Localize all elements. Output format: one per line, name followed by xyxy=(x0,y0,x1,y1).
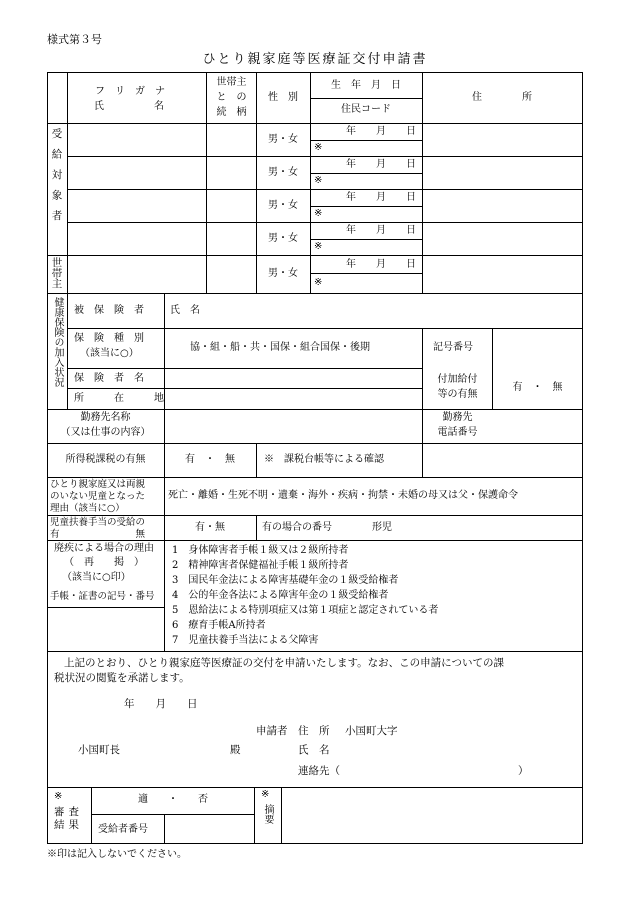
gender-option-row1: 男・女 xyxy=(268,134,298,145)
birthdate-row3: 年 月 日 xyxy=(346,192,416,203)
disability-item-1: 1 身体障害者手帳１級又は２級所持者 xyxy=(172,545,349,556)
name-header: 氏 名 xyxy=(94,101,164,112)
mark-row1: ※ xyxy=(314,142,323,153)
insured-name-label: 氏 名 xyxy=(170,305,200,316)
child-allowance-number-label: 有の場合の番号 xyxy=(262,522,332,533)
insurance-type-note: （該当に○） xyxy=(80,348,139,359)
disability-label: 廃疾による場合の理由 xyxy=(54,543,154,554)
recipients-side-label: 受給対象者 xyxy=(50,128,63,231)
contact-close: ） xyxy=(518,765,529,777)
birthdate-row4: 年 月 日 xyxy=(346,225,416,236)
disability-item-5: 5 恩給法による特別項症又は第１項症と認定されている者 xyxy=(172,605,439,616)
gender-option-row2: 男・女 xyxy=(268,167,298,178)
applicant-label: 申請者 xyxy=(256,725,288,737)
workplace-label: 勤務先名称 xyxy=(80,412,131,423)
child-allowance-suffix: 形児 xyxy=(372,522,392,533)
symbol-number-label: 記号番号 xyxy=(433,342,473,353)
birthdate-header: 生 年 月 日 xyxy=(331,80,401,91)
approval-options: 適 ・ 否 xyxy=(138,794,208,805)
disability-note: 手帳・証書の記号・番号 xyxy=(50,591,155,602)
tax-confirm-note: ※ 課税台帳等による確認 xyxy=(264,454,384,465)
birthdate-householder: 年 月 日 xyxy=(346,259,416,270)
mark-householder: ※ xyxy=(314,277,323,288)
work-phone-label-2: 電話番号 xyxy=(437,427,478,438)
work-phone-label-1: 勤務先 xyxy=(442,412,473,423)
address-header: 住 所 xyxy=(472,92,532,103)
dono-label: 殿 xyxy=(230,744,241,756)
disability-item-6: 6 療育手帳A所持者 xyxy=(172,620,266,631)
reason-label-1: ひとり親家庭又は両親 xyxy=(50,479,146,490)
gender-option-householder: 男・女 xyxy=(268,268,298,279)
tax-options: 有 ・ 無 xyxy=(185,454,235,465)
footer-note: ※印は記入しないでください。 xyxy=(47,849,187,860)
applicant-address-value: 小国町大字 xyxy=(345,725,398,737)
mayor-label: 小国町長 xyxy=(78,744,120,756)
recipient-number-label: 受給者番号 xyxy=(98,824,148,835)
form-title: ひとり親家庭等医療証交付申請書 xyxy=(202,52,428,67)
mark-row3: ※ xyxy=(314,208,323,219)
reason-label-3: 理由（該当に○） xyxy=(50,503,125,514)
disability-item-7: 7 児童扶養手当法による父障害 xyxy=(172,635,319,646)
applicant-name-label: 氏 名 xyxy=(298,744,330,756)
contact-label: 連絡先（ xyxy=(298,765,340,777)
disability-label-3: （該当に○印） xyxy=(62,572,131,583)
furigana-header: フ リ ガ ナ xyxy=(95,86,165,97)
review-mark: ※ xyxy=(54,791,63,802)
mark-row4: ※ xyxy=(314,241,323,252)
householder-side-label: 世帯主 xyxy=(50,257,63,289)
review-label: 審査結果 xyxy=(54,806,83,831)
birthdate-row1: 年 月 日 xyxy=(346,126,416,137)
applicant-address-label: 住 所 xyxy=(298,725,330,737)
remarks-label: 摘要 xyxy=(262,804,273,824)
insurance-type-label: 保 険 種 別 xyxy=(74,333,144,344)
remarks-mark: ※ xyxy=(261,789,270,800)
insurance-type-options: 協・組・船・共・国保・組合国保・後期 xyxy=(190,342,370,353)
insurer-name-label: 保 険 者 名 xyxy=(74,373,144,384)
resident-code-header: 住民コード xyxy=(341,104,391,115)
additional-benefit-options: 有 ・ 無 xyxy=(512,382,563,393)
disability-item-3: 3 国民年金法による障害基礎年金の１級受給権者 xyxy=(172,575,399,586)
gender-option-row3: 男・女 xyxy=(268,200,298,211)
additional-benefit-label-1: 付加給付 xyxy=(437,374,478,385)
disability-item-4: 4 公的年金各法による障害年金の１級受給権者 xyxy=(172,590,389,601)
relation-header-2: と の xyxy=(216,92,247,103)
workplace-note: （又は仕事の内容） xyxy=(60,427,151,438)
statement-line-2: 税状況の閲覧を承諾します。 xyxy=(54,672,190,684)
gender-header: 性 別 xyxy=(268,92,298,103)
insured-person-label: 被 保 険 者 xyxy=(74,305,144,316)
relation-header-3: 続 柄 xyxy=(216,107,247,118)
insurer-address-label: 所 在 地 xyxy=(74,393,164,404)
birthdate-row2: 年 月 日 xyxy=(346,159,416,170)
reason-label-2: のいない児童となった xyxy=(50,491,146,502)
insurance-side-label: 健康保険の加入状況 xyxy=(52,297,63,387)
relation-header-1: 世帯主 xyxy=(216,77,247,88)
disability-item-2: 2 精神障害者保健福祉手帳１級所持者 xyxy=(172,560,349,571)
disability-label-2: （ 再 掲 ） xyxy=(64,557,144,568)
tax-label: 所得税課税の有無 xyxy=(65,454,146,465)
form-number: 様式第３号 xyxy=(47,33,102,46)
additional-benefit-label-2: 等の有無 xyxy=(437,389,478,400)
statement-line-1: 上記のとおり、ひとり親家庭等医療証の交付を申請いたします。なお、この申請についての課 xyxy=(64,657,504,669)
reason-options: 死亡・離婚・生死不明・遺棄・海外・疾病・拘禁・未婚の母又は父・保護命令 xyxy=(168,490,518,501)
child-allowance-label-2: 有 無 xyxy=(50,529,146,540)
application-date: 年 月 日 xyxy=(124,698,198,710)
child-allowance-label-1: 児童扶養手当の受給の xyxy=(50,517,146,528)
mark-row2: ※ xyxy=(314,175,323,186)
gender-option-row4: 男・女 xyxy=(268,233,298,244)
child-allowance-options: 有・無 xyxy=(195,522,225,533)
